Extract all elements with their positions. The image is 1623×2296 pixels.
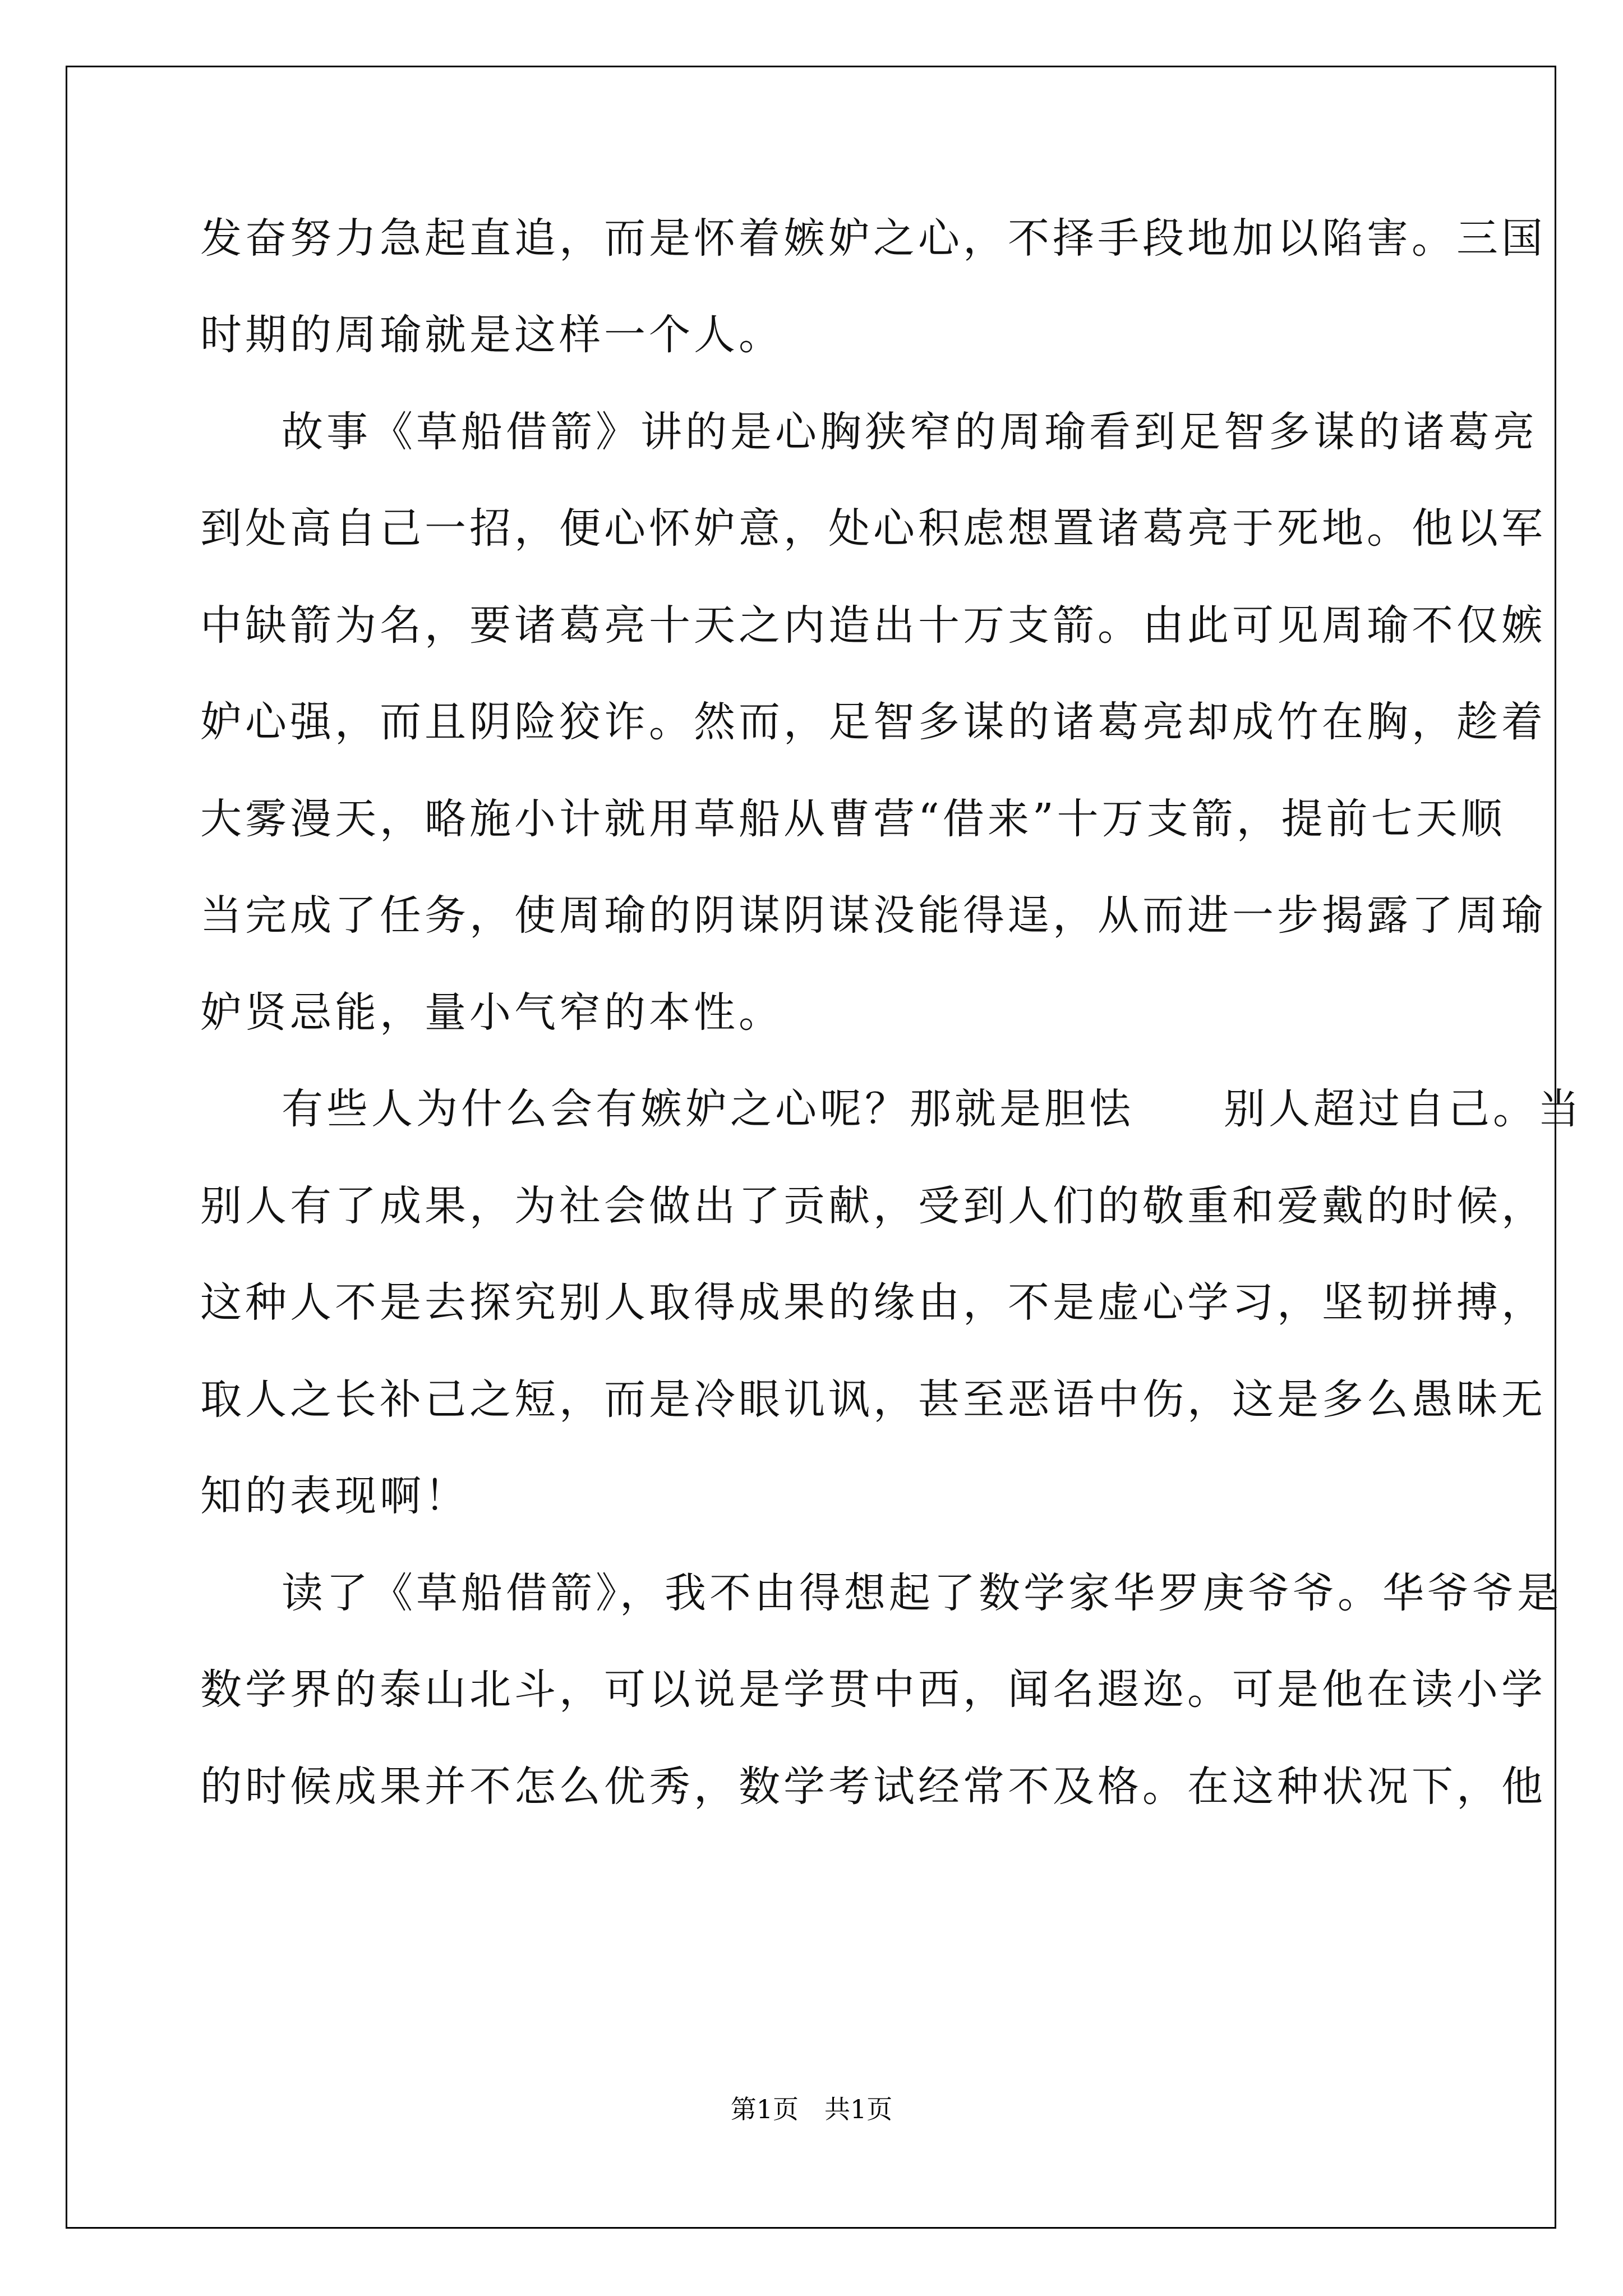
text-line: 别人有了成果，为社会做出了贡献，受到人们的敬重和爱戴的时候，: [200, 1182, 1546, 1230]
paragraph-start-line: 有些人为什么会有嫉妒之心呢？那就是胆怯 别人超过自己。当: [282, 1085, 1583, 1133]
paragraph-start-line: 读了《草船借箭》，我不由得想起了数学家华罗庚爷爷。华爷爷是: [282, 1569, 1562, 1617]
text-line: 妒心强，而且阴险狡诈。然而，足智多谋的诸葛亮却成竹在胸，趁着: [200, 698, 1546, 746]
text-line: 的时候成果并不怎么优秀，数学考试经常不及格。在这种状况下，他: [200, 1763, 1546, 1811]
text-line: 到处高自己一招，便心怀妒意，处心积虑想置诸葛亮于死地。他以军: [200, 504, 1546, 553]
text-line: 时期的周瑜就是这样一个人。: [200, 311, 783, 359]
page-number: 第1页: [730, 2094, 799, 2124]
text-line: 中缺箭为名，要诸葛亮十天之内造出十万支箭。由此可见周瑜不仅嫉: [200, 601, 1546, 650]
text-line: 发奋努力急起直追，而是怀着嫉妒之心，不择手段地加以陷害。三国: [200, 214, 1546, 263]
text-line: 这种人不是去探究别人取得成果的缘由，不是虚心学习，坚韧拼搏，: [200, 1278, 1546, 1327]
paragraph-start-line: 故事《草船借箭》讲的是心胸狭窄的周瑜看到足智多谋的诸葛亮: [282, 408, 1538, 456]
text-line: 取人之长补己之短，而是冷眼讥讽，甚至恶语中伤，这是多么愚昧无: [200, 1375, 1546, 1424]
text-line: 妒贤忌能，量小气窄的本性。: [200, 988, 783, 1037]
text-line: 大雾漫天，略施小计就用草船从曹营“借来”十万支箭，提前七天顺: [200, 795, 1506, 843]
text-line: 知的表现啊！: [200, 1472, 469, 1520]
text-line: 当完成了任务，使周瑜的阴谋阴谋没能得逞，从而进一步揭露了周瑜: [200, 891, 1546, 940]
page-total: 共1页: [824, 2094, 893, 2124]
page-footer: [0, 2092, 1623, 2126]
text-line: 数学界的泰山北斗，可以说是学贯中西，闻名遐迩。可是他在读小学: [200, 1665, 1546, 1714]
